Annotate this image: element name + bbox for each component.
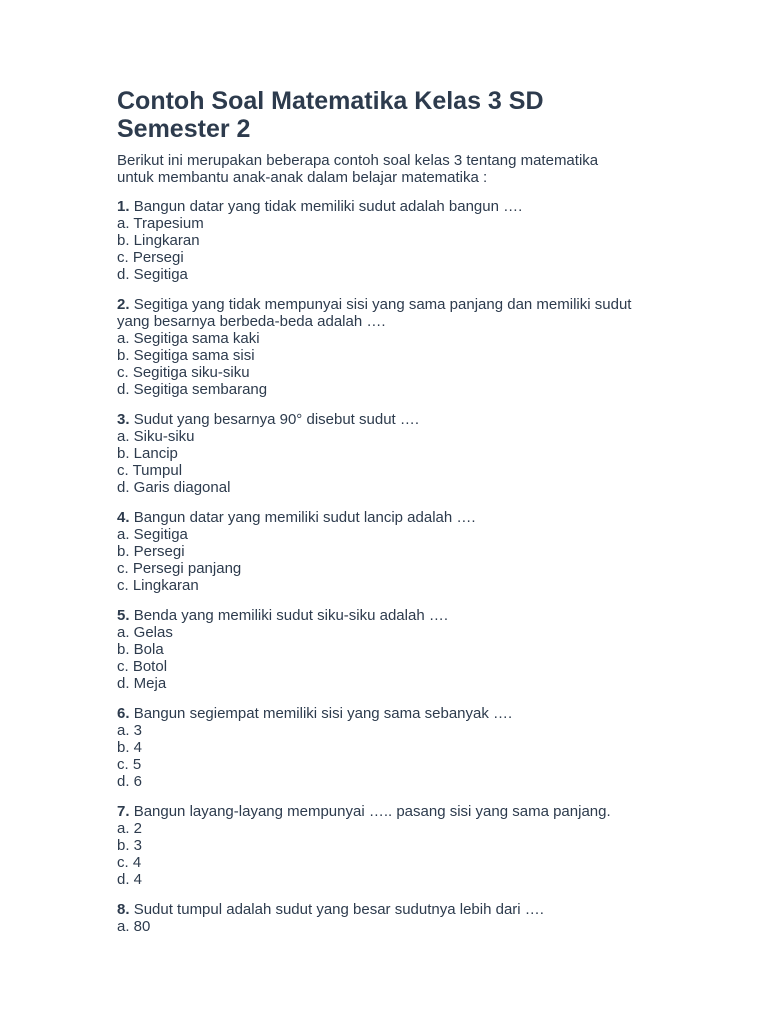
question-text: Bangun layang-layang mempunyai ….. pasang sisi yang sama panjang. [133, 803, 611, 820]
option-item: a. Siku-siku [117, 428, 195, 445]
option-item: d. Garis diagonal [117, 479, 231, 496]
intro-paragraph [117, 152, 717, 186]
question-block [117, 411, 717, 496]
option-item: a. Segitiga sama kaki [117, 330, 260, 347]
question-text: Bangun datar yang tidak memiliki sudut adalah bangun …. [133, 198, 523, 215]
question-text-continued: yang besarnya berbeda-beda adalah …. [117, 313, 386, 330]
question-number: 4. [117, 509, 130, 526]
question-text: Segitiga yang tidak mempunyai sisi yang sama panjang dan memiliki sudut [133, 296, 632, 313]
option-item: b. 4 [117, 739, 143, 756]
question-number: 8. [117, 901, 130, 918]
question-line [117, 411, 717, 428]
option-item: a. 2 [117, 820, 143, 837]
title-line: Semester 2 [117, 115, 251, 143]
option-item: d. 4 [117, 871, 143, 888]
question-line [117, 296, 717, 313]
option-item: c. Segitiga siku-siku [117, 364, 250, 381]
option-item: a. Segitiga [117, 526, 188, 543]
question-number: 3. [117, 411, 130, 428]
question-text: Bangun segiempat memiliki sisi yang sama sebanyak …. [133, 705, 513, 722]
question-block [117, 198, 717, 283]
question-block [117, 705, 717, 790]
question-block [117, 607, 717, 692]
question-number: 2. [117, 296, 130, 313]
option-item: d. Segitiga [117, 266, 188, 283]
intro-line: Berikut ini merupakan beberapa contoh soal kelas 3 tentang matematika [117, 152, 599, 169]
document-content [117, 87, 717, 948]
question-line [117, 901, 717, 918]
option-item: c. Persegi panjang [117, 560, 242, 577]
question-number: 7. [117, 803, 130, 820]
option-item: c. Botol [117, 658, 168, 675]
option-item: b. Bola [117, 641, 164, 658]
option-item: c. Persegi [117, 249, 184, 266]
question-block [117, 509, 717, 594]
option-item: a. 3 [117, 722, 143, 739]
question-block [117, 803, 717, 888]
question-line [117, 607, 717, 624]
question-text: Benda yang memiliki sudut siku-siku adalah …. [133, 607, 449, 624]
question-number: 5. [117, 607, 130, 624]
option-item: a. Gelas [117, 624, 173, 641]
option-item: c. Tumpul [117, 462, 183, 479]
question-text: Sudut yang besarnya 90° disebut sudut …. [133, 411, 420, 428]
question-block [117, 901, 717, 935]
document-title [117, 87, 717, 143]
option-item: b. 3 [117, 837, 143, 854]
option-item: b. Lancip [117, 445, 178, 462]
option-item: c. 4 [117, 854, 142, 871]
question-line [117, 803, 717, 820]
option-item: c. 5 [117, 756, 142, 773]
option-item: d. Segitiga sembarang [117, 381, 268, 398]
question-text: Sudut tumpul adalah sudut yang besar sudutnya lebih dari …. [133, 901, 544, 918]
question-line [117, 198, 717, 215]
question-number: 1. [117, 198, 130, 215]
title-line: Contoh Soal Matematika Kelas 3 SD [117, 87, 544, 115]
intro-line: untuk membantu anak-anak dalam belajar matematika : [117, 169, 488, 186]
option-item: d. 6 [117, 773, 143, 790]
option-item: b. Lingkaran [117, 232, 200, 249]
option-item: b. Segitiga sama sisi [117, 347, 255, 364]
option-item: b. Persegi [117, 543, 185, 560]
question-line [117, 705, 717, 722]
question-number: 6. [117, 705, 130, 722]
question-text: Bangun datar yang memiliki sudut lancip adalah …. [133, 509, 476, 526]
option-item: a. Trapesium [117, 215, 204, 232]
option-item: d. Meja [117, 675, 167, 692]
question-block [117, 296, 717, 398]
option-item: c. Lingkaran [117, 577, 199, 594]
question-line [117, 509, 717, 526]
option-item: a. 80 [117, 918, 151, 935]
